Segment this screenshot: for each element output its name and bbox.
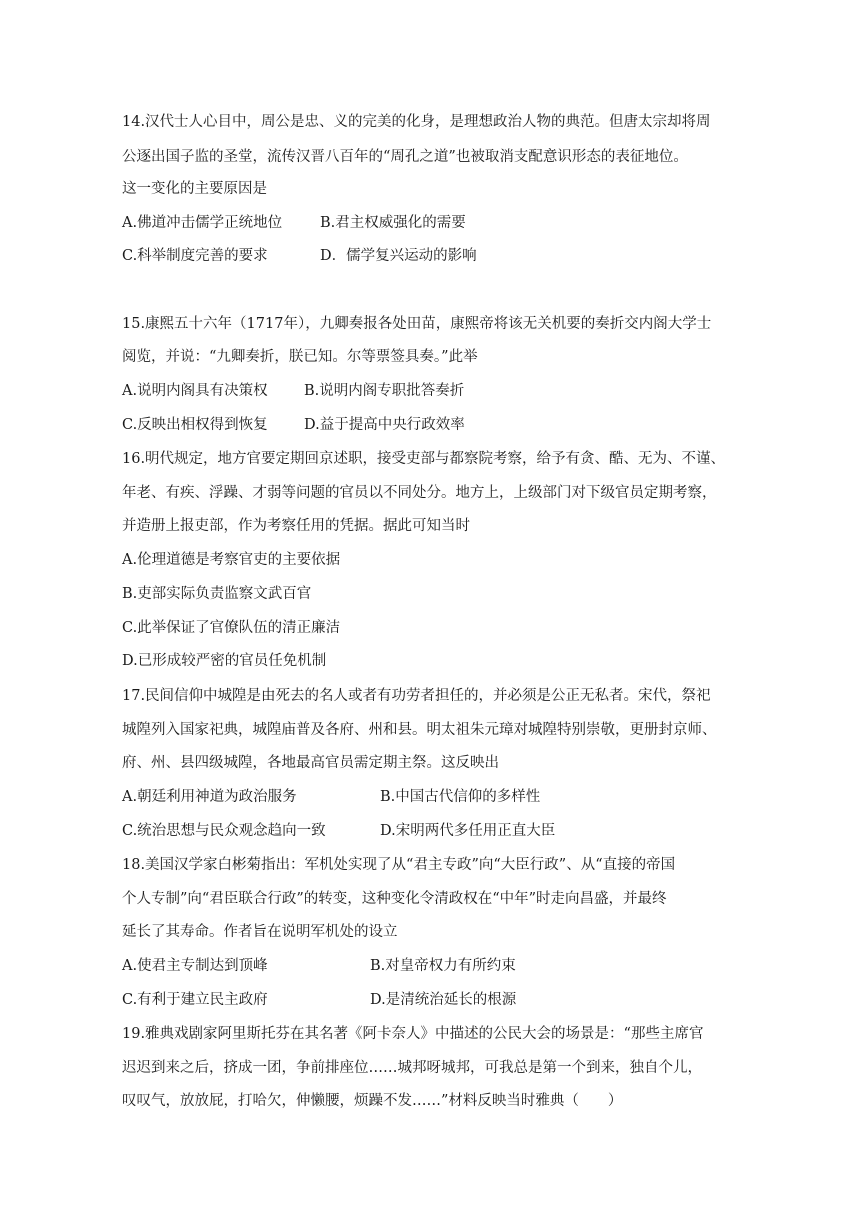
q14-option-b[interactable]: B.君主权威强化的需要 [320,215,466,231]
q17-option-a[interactable]: A.朝廷利用神道为政治服务 [122,789,297,805]
q18-stem-line-1: 18.美国汉学家白彬菊指出：军机处实现了从“君主专政”向“大臣行政”、从“直接的帝国 [122,857,676,873]
q18-stem-line-2: 个人专制”向“君臣联合行政”的转变，这种变化令清政权在“中年”时走向昌盛，并最终 [122,891,667,907]
q18-stem-line-3: 延长了其寿命。作者旨在说明军机处的设立 [122,924,398,940]
q19-stem-line-2: 迟迟到来之后，挤成一团，争前排座位……城邦呀城邦，可我总是第一个到来，独自个儿， [122,1060,702,1076]
q14-option-a[interactable]: A.佛道冲击儒学正统地位 [122,215,283,231]
q14-stem-line-1: 14.汉代士人心目中，周公是忠、义的完美的化身，是理想政治人物的典范。但唐太宗却将周 [122,114,711,130]
q16-stem-line-3: 并造册上报吏部，作为考察任用的凭据。据此可知当时 [122,518,470,534]
q15-stem-line-1: 15.康熙五十六年（1717年），九卿奏报各处田苗，康熙帝将该无关机要的奏折交内阁大学士 [122,316,712,332]
q17-stem-line-3: 府、州、县四级城隍，各地最高官员需定期主祭。这反映出 [122,755,499,771]
q17-option-b[interactable]: B.中国古代信仰的多样性 [380,789,541,805]
q16-option-c[interactable]: C.此举保证了官僚队伍的清正廉洁 [122,620,341,636]
q16-option-b[interactable]: B.吏部实际负责监察文武百官 [122,586,312,602]
q17-option-c[interactable]: C.统治思想与民众观念趋向一致 [122,823,326,839]
q19-stem-line-1: 19.雅典戏剧家阿里斯托芬在其名著《阿卡奈人》中描述的公民大会的场景是：“那些主席官 [122,1026,704,1042]
q14-stem-line-3: 这一变化的主要原因是 [122,181,267,197]
q17-stem-line-1: 17.民间信仰中城隍是由死去的名人或者有功劳者担任的，并必须是公正无私者。宋代，祭祀 [122,688,711,704]
q18-option-a[interactable]: A.使君主专制达到顶峰 [122,958,268,974]
q15-stem-line-2: 阅览，并说：“九卿奏折，朕已知。尔等票签具奏。”此举 [122,349,478,365]
q16-stem-line-2: 年老、有疾、浮躁、才弱等问题的官员以不同处分。地方上，上级部门对下级官员定期考察， [122,485,717,501]
q15-option-a[interactable]: A.说明内阁具有决策权 [122,383,268,399]
q19-stem-line-3: 叹叹气，放放屁，打哈欠，伸懒腰，烦躁不发……”材料反映当时雅典（ ） [122,1093,623,1109]
q18-option-d[interactable]: D.是清统治延长的根源 [370,992,517,1008]
q14-option-c[interactable]: C.科举制度完善的要求 [122,248,268,264]
q14-stem-line-2: 公逐出国子监的圣堂，流传汉晋八百年的“周孔之道”也被取消支配意识形态的表征地位。 [122,149,688,165]
q18-option-b[interactable]: B.对皇帝权力有所约束 [370,958,516,974]
q16-option-d[interactable]: D.已形成较严密的官员任免机制 [122,653,327,669]
q14-option-d[interactable]: D．儒学复兴运动的影响 [320,248,477,264]
q15-option-d[interactable]: D.益于提高中央行政效率 [304,417,465,433]
q18-option-c[interactable]: C.有利于建立民主政府 [122,992,268,1008]
q15-option-c[interactable]: C.反映出相权得到恢复 [122,417,268,433]
q16-stem-line-1: 16.明代规定，地方官要定期回京述职，接受吏部与都察院考察，给予有贪、酷、无为、不谨、 [122,451,726,467]
q17-option-d[interactable]: D.宋明两代多任用正直大臣 [380,823,556,839]
q16-option-a[interactable]: A.伦理道德是考察官吏的主要依据 [122,552,341,568]
q17-stem-line-2: 城隍列入国家祀典，城隍庙普及各府、州和县。明太祖朱元璋对城隍特别崇敬，更册封京师、 [122,722,717,738]
q15-option-b[interactable]: B.说明内阁专职批答奏折 [304,383,465,399]
